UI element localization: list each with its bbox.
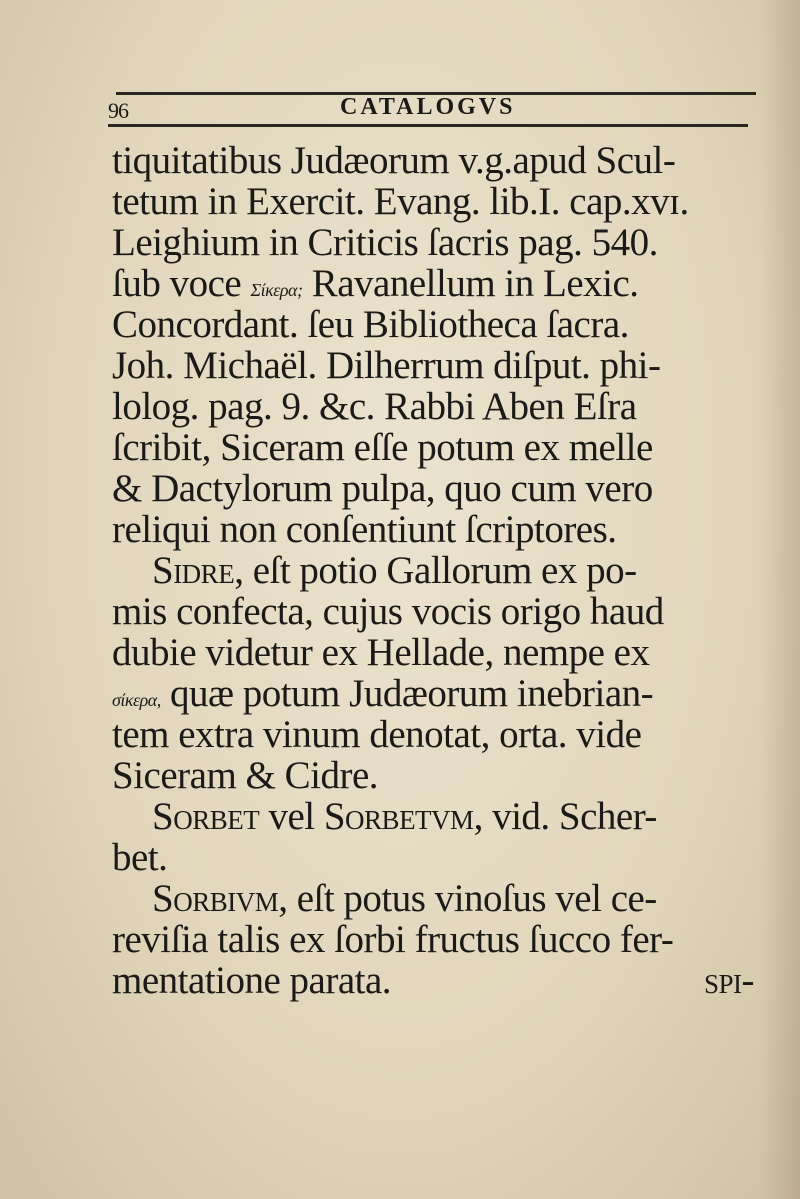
text-fragment: vel bbox=[259, 795, 324, 838]
page-header bbox=[108, 94, 748, 134]
page-number: 96 bbox=[108, 98, 128, 123]
header-rule-bottom bbox=[108, 124, 748, 127]
text-fragment: quæ potum Judæorum inebrian- bbox=[160, 672, 654, 715]
text-line: tem extra vinum denotat, orta. vide bbox=[112, 713, 642, 756]
catchword: spi- bbox=[703, 959, 754, 1002]
entry-term-sorbet: Sorbet bbox=[152, 795, 260, 838]
text-line: & Dactylorum pulpa, quo cum vero bbox=[112, 467, 653, 510]
text-fragment: , vid. Scher- bbox=[473, 795, 657, 838]
entry-term-sidre: Sidre bbox=[152, 549, 235, 592]
text-line: tetum in Exercit. Evang. lib.I. cap.xvɪ. bbox=[112, 180, 689, 223]
entry-sorbet-line bbox=[112, 796, 762, 837]
text-line bbox=[112, 673, 762, 714]
text-line: reviſia talis ex ſorbi fructus ſucco fer- bbox=[112, 918, 674, 961]
text-line: Leighium in Criticis ſacris pag. 540. bbox=[112, 221, 658, 264]
text-line: bet. bbox=[112, 836, 168, 879]
text-fragment: Ravanellum in Lexic. bbox=[302, 262, 639, 305]
text-fragment: mentatione parata. bbox=[112, 959, 392, 1002]
text-line: reliqui non conſentiunt ſcriptores. bbox=[112, 508, 617, 551]
text-line: mis confecta, cujus vocis origo haud bbox=[112, 590, 664, 633]
greek-word: σίκερα, bbox=[112, 690, 161, 710]
text-fragment: , eſt potio Gallorum ex po- bbox=[234, 549, 637, 592]
text-line: Siceram & Cidre. bbox=[112, 754, 379, 797]
text-line: Joh. Michaël. Dilherrum diſput. phi- bbox=[112, 344, 661, 387]
main-text bbox=[112, 140, 762, 1001]
entry-term-sorbetvm: Sorbetvm bbox=[323, 795, 474, 838]
text-line: tiquitatibus Judæorum v.g.apud Scul- bbox=[112, 139, 676, 182]
text-fragment: , eſt potus vinoſus vel ce- bbox=[278, 877, 657, 920]
text-fragment: ſub voce bbox=[112, 262, 251, 305]
binding-shadow bbox=[760, 0, 800, 1199]
text-line bbox=[112, 960, 754, 1001]
entry-sorbivm-line bbox=[112, 878, 762, 919]
running-head: CATALOGVS bbox=[340, 94, 516, 120]
entry-term-sorbivm: Sorbivm bbox=[152, 877, 279, 920]
text-line: Concordant. ſeu Bibliotheca ſacra. bbox=[112, 303, 629, 346]
greek-word: Σίκερα; bbox=[250, 280, 303, 300]
text-line: lolog. pag. 9. &c. Rabbi Aben Eſra bbox=[112, 385, 637, 428]
text-line: ſcribit, Siceram eſſe potum ex melle bbox=[112, 426, 653, 469]
text-line bbox=[112, 263, 762, 304]
entry-sidre-line bbox=[112, 550, 762, 591]
text-line: dubie videtur ex Hellade, nempe ex bbox=[112, 631, 650, 674]
